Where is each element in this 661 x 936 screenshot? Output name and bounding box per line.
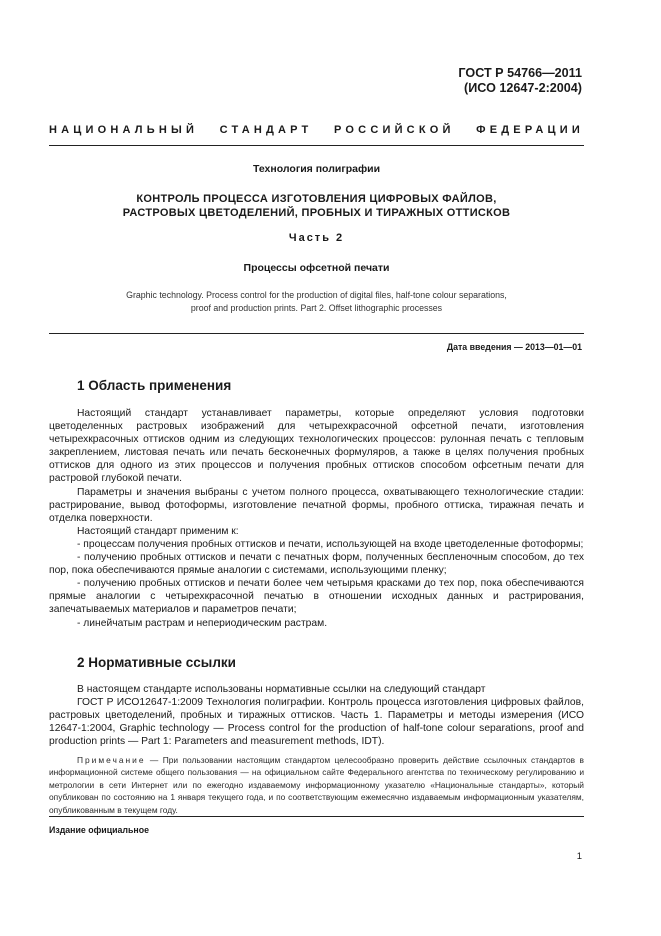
gost-number: ГОСТ Р 54766—2011 — [458, 66, 582, 80]
note-label: Примечание — [77, 755, 146, 765]
list-item: - линейчатым растрам и непериодическим растрам. — [77, 617, 328, 629]
introduction-date: Дата введения — 2013—01—01 — [446, 342, 582, 352]
part-title: Процессы офсетной печати — [243, 262, 390, 274]
national-standard-banner: НАЦИОНАЛЬНЫЙ СТАНДАРТ РОССИЙСКОЙ ФЕДЕРАЦИИ — [49, 124, 584, 136]
note-text: — При пользовании настоящим стандартом целесообразно проверить действие ссылочных стандартов в информационной системе общего пользования — на официальном сайте Федерального агентства по техническому регулированию и метрологии в сети Интернет или по ежегодно издаваемому информационному указателю «Национальные стандарты», который опубликован по состоянию на 1 января текущего года, и по соответствующим ежемесячно издаваемым информационным указателям, опубликованным в текущем году. — [49, 755, 584, 815]
page-number: 1 — [576, 851, 582, 862]
section-1-heading: 1 Область применения — [77, 378, 232, 393]
standard-subject: Технология полиграфии — [252, 163, 381, 175]
paragraph: В настоящем стандарте использованы нормативные ссылки на следующий стандарт — [77, 684, 486, 695]
note — [49, 754, 584, 816]
paragraph: Параметры и значения выбраны с учетом полного процесса, охватывающего технологические стадии: растрирование, вывод фотоформы, изготовление печатной формы, пробного оттиска, тиражная печать и отделка поверхности. — [49, 486, 584, 524]
list-item: - получению пробных оттисков и печати более чем четырьмя красками до тех пор, пока обеспечиваются прямые аналогии с четырехкрасочной печатью в отношении исходных данных и растрирования, запечатываемых материалов и параметров печати; — [49, 578, 584, 616]
main-title — [49, 192, 584, 220]
paragraph: Настоящий стандарт применим к: — [77, 525, 239, 537]
footer-divider — [49, 816, 584, 817]
date-divider — [49, 333, 584, 334]
section-1-body — [49, 407, 584, 630]
paragraph: ГОСТ Р ИСО12647-1:2009 Технология полиграфии. Контроль процесса изготовления цифровых файлов, растровых цветоделений, пробных и тиражных оттисков. Часть 1. Параметры и методы измерения (ИСО 12647-1:2004, Graphic technology — Process control for the production of half-tone colour separations, proof and production prints — Part 1: Parameters and measurement methods, IDT). — [49, 697, 584, 748]
paragraph: Настоящий стандарт устанавливает параметры, которые определяют условия подготовки цветоделенных растровых изображений для четырехкрасочной офсетной печати, изготовления четырехкрасочных оттисков одним из следующих технологических процессов: рулонная печать с тепловым закреплением, листовая печать или печать бесконечных формуляров, а также в целях получения пробных оттисков для одного из этих процессов и получения пробных оттисков способом офсетным печати для растровой глубокой печати. — [49, 408, 584, 485]
english-title — [49, 289, 584, 315]
header-divider — [49, 145, 584, 146]
list-item: - процессам получения пробных оттисков и печати, использующей на входе цветоделенные фотоформы; — [77, 538, 584, 550]
english-title-line-1: Graphic technology. Process control for the production of digital files, half-tone colour separations, — [126, 290, 507, 300]
iso-number: (ИСО 12647-2:2004) — [464, 81, 582, 95]
main-title-line-2: РАСТРОВЫХ ЦВЕТОДЕЛЕНИЙ, ПРОБНЫХ И ТИРАЖНЫХ ОТТИСКОВ — [122, 207, 511, 219]
section-2-heading: 2 Нормативные ссылки — [77, 655, 236, 670]
main-title-line-1: КОНТРОЛЬ ПРОЦЕССА ИЗГОТОВЛЕНИЯ ЦИФРОВЫХ ФАЙЛОВ, — [136, 193, 497, 205]
part-label: Часть 2 — [288, 232, 345, 244]
section-2-body — [49, 683, 584, 748]
list-item: - получению пробных оттисков и печати с печатных форм, полученных беспленочным способом, до тех пор, пока обеспечиваются прямые аналогии с системами, использующими пленку; — [49, 552, 584, 577]
document-designation — [458, 66, 582, 96]
edition-label: Издание официальное — [49, 825, 149, 835]
english-title-line-2: proof and production prints. Part 2. Offset lithographic processes — [190, 303, 443, 313]
